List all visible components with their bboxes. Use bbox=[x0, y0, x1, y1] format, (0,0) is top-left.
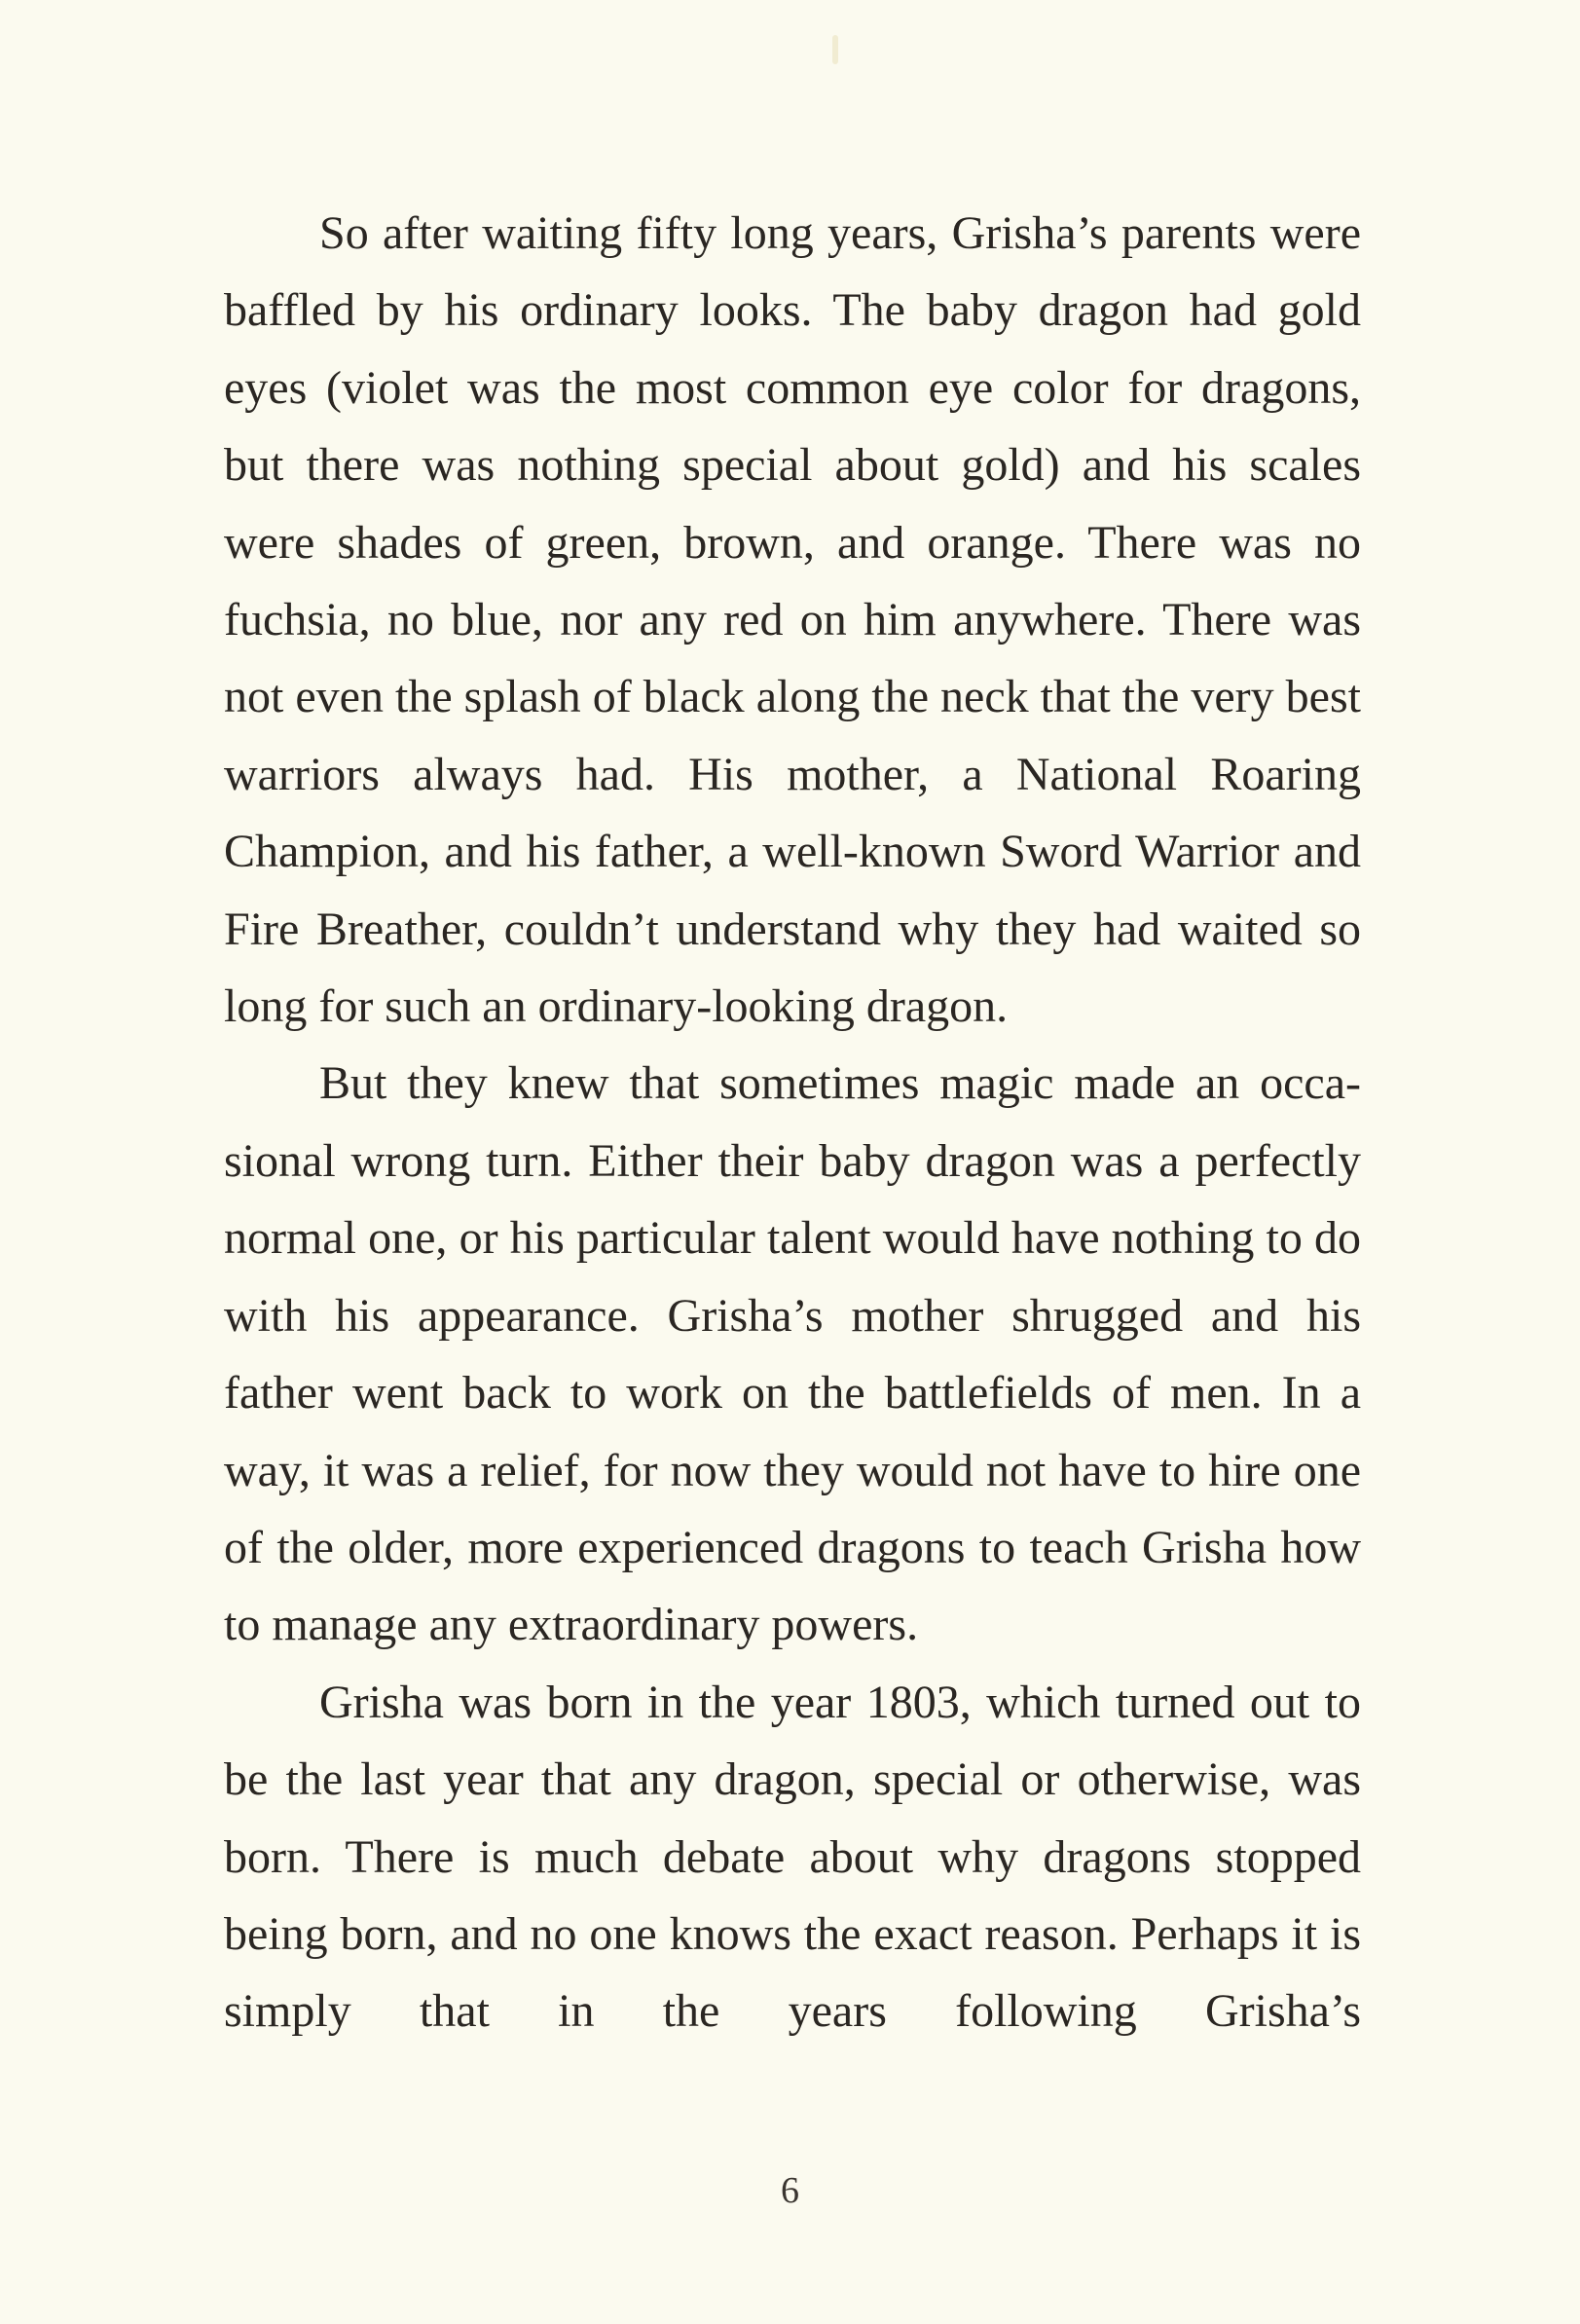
paper-speck bbox=[832, 35, 838, 64]
paragraph-2: But they knew that sometimes magic made an occasional wrong turn. Either their baby dragon was a perfectly normal one, or his particular talent would have nothing to do with his appearance. Grisha’s mother shrugged and his father went back to work on the battlefields of men. In a way, it was a relief, for now they would not have to hire one of the older, more experienced dragons to teach Grisha how to manage any extraordinary powers. bbox=[224, 1057, 1361, 1651]
paragraph-3: Grisha was born in the year 1803, which turned out to be the last year that any dragon, special or otherwise, was born. There is much debate about why dragons stopped being born, and no one knows the exact reason. Perhaps it is simply that in the years following Grisha’s bbox=[224, 1676, 1361, 2038]
body-text bbox=[224, 195, 1361, 2050]
page-number: 6 bbox=[781, 2170, 799, 2211]
paragraph-1: So after waiting fifty long years, Grisha’s parents were baffled by his ordinary looks. The baby dragon had gold eyes (violet was the most common eye color for dragons, but there was nothing special about gold) and his scales were shades of green, brown, and orange. There was no fuchsia, no blue, nor any red on him anywhere. There was not even the splash of black along the neck that the very best warriors always had. His mother, a National Roaring Champion, and his father, a well-known Sword Warrior and Fire Breather, couldn’t understand why they had waited so long for such an ordinary-looking dragon. bbox=[224, 207, 1361, 1033]
